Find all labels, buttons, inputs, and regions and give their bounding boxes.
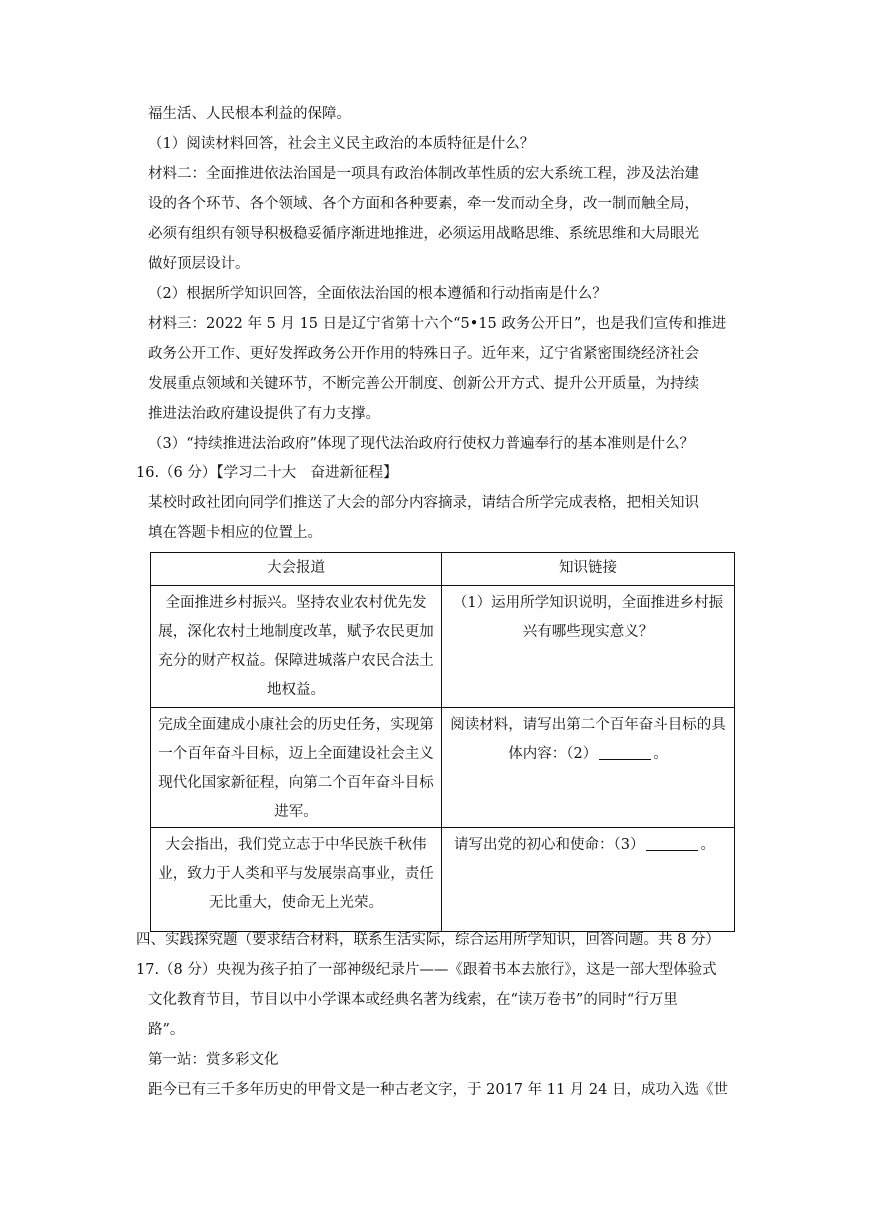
material-3: 材料三：2022 年 5 月 15 日是辽宁省第十六个“5•15 政务公开日”，也是我们宣传和推进: [148, 316, 727, 332]
text-line: 政务公开工作、更好发挥政务公开作用的特殊日子。近年来，辽宁省紧密围绕经济社会: [148, 346, 699, 362]
text-line: 文化教育节目，节目以中小学课本或经典名著为线索，在“读万卷书”的同时“行万里: [148, 992, 678, 1008]
material-2: 材料二：全面推进依法治国是一项具有政治体制改革性质的宏大系统工程，涉及法治建: [148, 166, 699, 182]
table-cell: （1）运用所学知识说明，全面推进乡村振兴有哪些现实意义？: [442, 586, 735, 708]
answer-blank-2[interactable]: [599, 745, 651, 760]
table-header-left: 大会报道: [151, 553, 442, 586]
question-1: （1）阅读材料回答，社会主义民主政治的本质特征是什么？: [148, 136, 535, 152]
table-cell: [442, 828, 735, 932]
table-header-row: [151, 553, 735, 586]
table-cell-text: 。: [653, 746, 668, 762]
table-cell: [442, 708, 735, 828]
section-4-title: 四、实践探究题（要求结合材料，联系生活实际，综合运用所学知识，回答问题。共 8 分）: [136, 932, 720, 948]
table-header-right: 知识链接: [442, 553, 735, 586]
text-line: 填在答题卡相应的位置上。: [148, 525, 322, 541]
text-line: 发展重点领域和关键环节，不断完善公开制度、创新公开方式、提升公开质量，为持续: [148, 376, 699, 392]
question-16-title: 16.（6 分）【学习二十大 奋进新征程】: [136, 465, 398, 481]
text-line: 做好顶层设计。: [148, 256, 250, 272]
station-1-title: 第一站：赏多彩文化: [148, 1052, 279, 1068]
table-row: [151, 828, 735, 932]
table-cell-text: 阅读材料，请写出第二个百年奋斗目标的具体内容：（2）: [450, 717, 726, 762]
text-line: 推进法治政府建设提供了有力支撑。: [148, 406, 380, 422]
text-line: 路”。: [148, 1022, 185, 1038]
question-17-title: 17.（8 分）央视为孩子拍了一部神级纪录片——《跟着书本去旅行》，这是一部大型体验式: [136, 962, 717, 978]
question-3: （3）“持续推进法治政府”体现了现代法治政府行使权力普遍奉行的基本准则是什么？: [148, 436, 695, 452]
text-line: 福生活、人民根本利益的保障。: [148, 106, 351, 122]
table-cell-text: 。: [700, 837, 715, 853]
table-cell: 全面推进乡村振兴。坚持农业农村优先发展，深化农村土地制度改革，赋予农民更加充分的财产权益。保障进城落户农民合法土地权益。: [151, 586, 442, 708]
table-cell: 完成全面建成小康社会的历史任务，实现第一个百年奋斗目标，迈上全面建设社会主义现代化国家新征程，向第二个百年奋斗目标进军。: [151, 708, 442, 828]
text-line: 必须有组织有领导积极稳妥循序渐进地推进，必须运用战略思维、系统思维和大局眼光: [148, 226, 699, 242]
knowledge-table: [150, 552, 735, 932]
table-row: [151, 586, 735, 708]
answer-blank-3[interactable]: [646, 836, 698, 851]
table-cell: 大会指出，我们党立志于中华民族千秋伟业，致力于人类和平与发展崇高事业，责任无比重大，使命无上光荣。: [151, 828, 442, 932]
text-line: 距今已有三千多年历史的甲骨文是一种古老文字，于 2017 年 11 月 24 日，成功入选《世: [148, 1082, 728, 1098]
question-2: （2）根据所学知识回答，全面依法治国的根本遵循和行动指南是什么？: [148, 286, 607, 302]
text-line: 设的各个环节、各个领域、各个方面和各种要素，牵一发而动全身，改一制而触全局，: [148, 196, 699, 212]
text-line: 某校时政社团向同学们推送了大会的部分内容摘录，请结合所学完成表格，把相关知识: [148, 495, 699, 511]
table-row: [151, 708, 735, 828]
table-cell-text: 请写出党的初心和使命：（3）: [454, 837, 645, 853]
